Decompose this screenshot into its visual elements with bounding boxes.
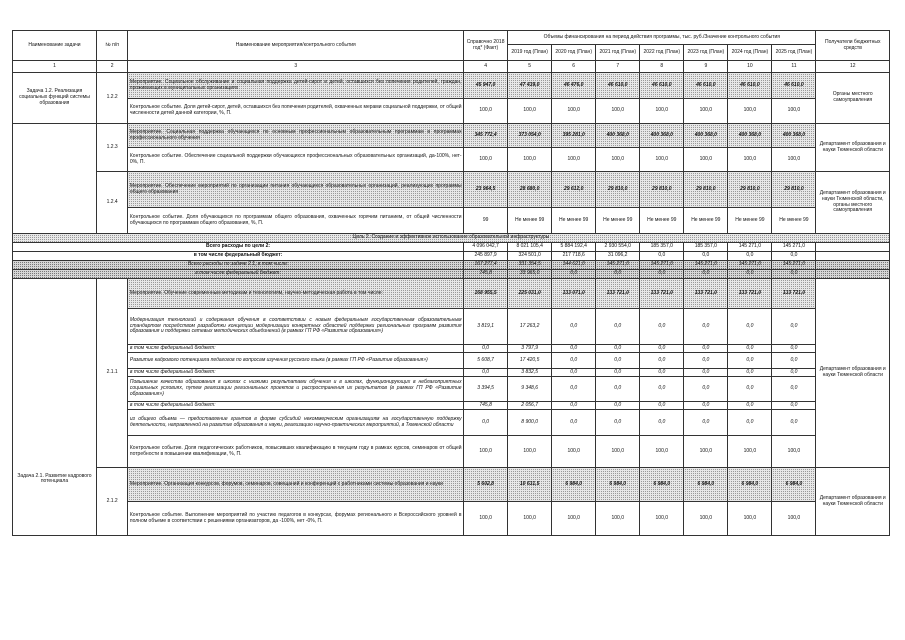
table-row <box>13 124 890 148</box>
event-text: Мероприятие. Обеспечение мероприятий по организации питания обучающихся образовательных организаций, реализующих программы общего образования <box>128 172 464 208</box>
table-row <box>13 148 890 172</box>
value-cell: 145 271,0 <box>772 243 816 252</box>
value-cell: 100,0 <box>684 502 728 536</box>
value-cell: 99 <box>464 208 508 234</box>
value-cell: 0,0 <box>772 345 816 353</box>
task-federal-row <box>13 270 890 279</box>
value-cell: 0,0 <box>772 410 816 436</box>
total-row <box>13 243 890 252</box>
sub-event-text: в том числе федеральный бюджет: <box>128 402 464 410</box>
task-total-row <box>13 261 890 270</box>
table-row <box>13 468 890 502</box>
value-cell: 0,0 <box>640 353 684 369</box>
value-cell: 100,0 <box>596 436 640 468</box>
value-cell: 324 501,0 <box>508 252 552 261</box>
table-row <box>13 369 890 377</box>
value-cell: 0,0 <box>596 410 640 436</box>
table-row <box>13 345 890 353</box>
value-cell: 400 368,0 <box>684 124 728 148</box>
value-cell: 0,0 <box>596 369 640 377</box>
value-cell: 29 810,0 <box>772 172 816 208</box>
goal-title: Цель 2. Создание и эффективное использование образовательной инфраструктуры <box>13 234 890 243</box>
sub-event-text: из общего объема — предоставление грантов в форме субсидий некоммерческим организациям на государственную поддержку деятельности, направленной на развитие образования и науки, реализацию научно-практических мероприятий, в Тюменской области <box>128 410 464 436</box>
value-cell: 0,0 <box>640 309 684 345</box>
value-cell: 133 721,0 <box>772 279 816 309</box>
value-cell: 46 476,0 <box>552 73 596 99</box>
value-cell: 217 718,6 <box>552 252 596 261</box>
value-cell: 0,0 <box>640 377 684 402</box>
value-cell: 0,0 <box>684 377 728 402</box>
value-cell: 0,0 <box>596 402 640 410</box>
control-event-text: Контрольное событие. Выполнение мероприятий по участию педагогов в конкурсах, форумах регионального и Всероссийского уровней в полном объеме в соответствии с решениями организаторов, да -100%, нет -0%, П. <box>128 502 464 536</box>
value-cell: 0,0 <box>772 353 816 369</box>
value-cell: 100,0 <box>464 436 508 468</box>
value-cell: 9 348,6 <box>508 377 552 402</box>
value-cell: 0,0 <box>684 270 728 279</box>
value-cell: 5 884 192,4 <box>552 243 596 252</box>
value-cell: 31 096,2 <box>596 252 640 261</box>
value-cell: 29 810,0 <box>728 172 772 208</box>
value-cell: 0,0 <box>596 309 640 345</box>
value-cell: Не менее 99 <box>772 208 816 234</box>
value-cell: 3 394,5 <box>464 377 508 402</box>
table-row <box>13 353 890 369</box>
value-cell: 0,0 <box>684 345 728 353</box>
value-cell: 3 819,1 <box>464 309 508 345</box>
value-cell: 0,0 <box>552 270 596 279</box>
value-cell: 345 772,4 <box>464 124 508 148</box>
value-cell: 100,0 <box>464 148 508 172</box>
value-cell: 100,0 <box>596 148 640 172</box>
column-number: 9 <box>684 61 728 73</box>
value-cell: 100,0 <box>464 502 508 536</box>
table-row <box>13 208 890 234</box>
value-cell: 100,0 <box>508 502 552 536</box>
value-cell: 373 054,0 <box>508 124 552 148</box>
value-cell: 0,0 <box>728 353 772 369</box>
sub-event-text: Модернизация технологий и содержания обучения в соответствии с новым федеральным государственным образовательным стандартом посредством разработки концепции модернизации конкретных областей поддержки региональных программ развития образования и поддержки сетевых методических объединений (в рамках ГП РФ «Развитие образования») <box>128 309 464 345</box>
value-cell: 46 610,0 <box>596 73 640 99</box>
value-cell: 245 897,9 <box>464 252 508 261</box>
value-cell: 0,0 <box>772 377 816 402</box>
sub-event-text: в том числе федеральный бюджет: <box>128 345 464 353</box>
value-cell: 5 608,7 <box>464 353 508 369</box>
value-cell: 0,0 <box>552 353 596 369</box>
value-cell: 0,0 <box>596 353 640 369</box>
value-cell: 145 271,0 <box>772 261 816 270</box>
value-cell: 100,0 <box>552 436 596 468</box>
value-cell: 0,0 <box>684 410 728 436</box>
value-cell: 400 368,0 <box>596 124 640 148</box>
header-year: 2023 год (План) <box>684 45 728 61</box>
value-cell: Не менее 99 <box>640 208 684 234</box>
value-cell: 0,0 <box>772 270 816 279</box>
value-cell: 0,0 <box>684 353 728 369</box>
value-cell: 0,0 <box>640 345 684 353</box>
value-cell: 0,0 <box>772 369 816 377</box>
value-cell: 0,0 <box>464 369 508 377</box>
table-row <box>13 99 890 124</box>
recipient: Департамент образования и науки Тюменской области <box>816 124 890 172</box>
value-cell: 0,0 <box>728 369 772 377</box>
task-name-spacer <box>13 124 97 234</box>
item-number: 1.2.3 <box>96 124 127 172</box>
value-cell: 185 357,0 <box>684 243 728 252</box>
table-row <box>13 402 890 410</box>
value-cell: 0,0 <box>728 309 772 345</box>
value-cell: 0,0 <box>684 402 728 410</box>
value-cell: 100,0 <box>464 99 508 124</box>
value-cell: 0,0 <box>728 377 772 402</box>
value-cell: 0,0 <box>684 309 728 345</box>
table-row <box>13 410 890 436</box>
value-cell: 100,0 <box>640 436 684 468</box>
program-funding-table <box>12 30 890 536</box>
value-cell: 100,0 <box>508 99 552 124</box>
table-row <box>13 309 890 345</box>
value-cell: 100,0 <box>640 148 684 172</box>
value-cell: Не менее 99 <box>596 208 640 234</box>
value-cell: 145 271,0 <box>728 243 772 252</box>
value-cell: 47 439,0 <box>508 73 552 99</box>
header-event: Наименование мероприятия/контрольного события <box>128 31 464 61</box>
header-year: 2024 год (План) <box>728 45 772 61</box>
control-event-text: Контрольное событие. Доля педагогических работников, повысивших квалификацию в текущем году в рамках курсов, семинаров от общей потребности в повышении квалификации, %, П. <box>128 436 464 468</box>
value-cell: Не менее 99 <box>552 208 596 234</box>
table-row <box>13 502 890 536</box>
value-cell: 33 965,0 <box>508 270 552 279</box>
value-cell: 225 031,0 <box>508 279 552 309</box>
value-cell: 46 610,0 <box>728 73 772 99</box>
value-cell: 0,0 <box>640 270 684 279</box>
recipient: Департамент образования и науки Тюменской области <box>816 468 890 536</box>
value-cell: 0,0 <box>552 402 596 410</box>
value-cell: 0,0 <box>728 345 772 353</box>
value-cell: 3 832,5 <box>508 369 552 377</box>
header-row-1 <box>13 31 890 45</box>
value-cell: 0,0 <box>684 369 728 377</box>
value-cell: 100,0 <box>772 502 816 536</box>
control-event-text: Контрольное событие. Доля обучающихся по программам общего образования, охваченных горячим питанием, от общей численности обучающихся по программам общего образования, %, П. <box>128 208 464 234</box>
event-text: Мероприятие. Обучение современным методикам и технологиям, научно-методическая работа в том числе: <box>128 279 464 309</box>
budget-table-sheet <box>12 30 890 536</box>
value-cell: 23 964,5 <box>464 172 508 208</box>
value-cell: 100,0 <box>772 436 816 468</box>
control-event-text: Контрольное событие. Обеспечение социальной поддержки обучающихся профессиональных образовательных организаций, да-100%, нет- 0%, П. <box>128 148 464 172</box>
value-cell: 2 930 554,0 <box>596 243 640 252</box>
value-cell: 100,0 <box>728 502 772 536</box>
value-cell: 100,0 <box>552 148 596 172</box>
value-cell: 8 900,0 <box>508 410 552 436</box>
header-recipients: Получатели бюджетных средств <box>816 31 890 61</box>
header-task: Наименование задачи <box>13 31 97 61</box>
value-cell: 133 721,0 <box>728 279 772 309</box>
table-row <box>13 377 890 402</box>
table-row <box>13 172 890 208</box>
value-cell: 400 368,0 <box>640 124 684 148</box>
column-number: 5 <box>508 61 552 73</box>
value-cell: 6 984,0 <box>596 468 640 502</box>
header-year: 2020 год (План) <box>552 45 596 61</box>
value-cell: 745,8 <box>464 270 508 279</box>
value-cell: 100,0 <box>728 99 772 124</box>
value-cell: 28 680,0 <box>508 172 552 208</box>
total-label: Всего расходы по цели 2: <box>13 243 464 252</box>
value-cell: 0,0 <box>552 369 596 377</box>
event-text: Мероприятие. Организация конкурсов, форумов, семинаров, совещаний и конференций с работниками системы образования и науки <box>128 468 464 502</box>
value-cell: 45 947,0 <box>464 73 508 99</box>
value-cell: 2 056,7 <box>508 402 552 410</box>
task-total-label: Всего расходы по задаче 2.1, в том числе: <box>13 261 464 270</box>
event-text: Мероприятие. Социальная поддержка обучающихся по основным профессиональным образовательным программам в программах профессионального обучения <box>128 124 464 148</box>
value-cell: 46 610,0 <box>640 73 684 99</box>
value-cell: 100,0 <box>684 436 728 468</box>
column-number: 10 <box>728 61 772 73</box>
value-cell: 100,0 <box>640 502 684 536</box>
value-cell: 100,0 <box>508 148 552 172</box>
value-cell: 0,0 <box>728 402 772 410</box>
value-cell: 100,0 <box>772 148 816 172</box>
control-event-text: Контрольное событие. Доля детей-сирот, детей, оставшихся без попечения родителей, охваченных мерами социальной поддержки, от общей численности детей данной категории, %, П. <box>128 99 464 124</box>
value-cell: 100,0 <box>684 99 728 124</box>
goal-row <box>13 234 890 243</box>
value-cell: 0,0 <box>596 270 640 279</box>
value-cell: 0,0 <box>596 345 640 353</box>
value-cell: 400 368,0 <box>728 124 772 148</box>
value-cell: 0,0 <box>552 309 596 345</box>
value-cell: 0,0 <box>640 252 684 261</box>
value-cell: 6 984,0 <box>552 468 596 502</box>
value-cell: 100,0 <box>552 99 596 124</box>
task-name: Задача 1.2. Реализация социальных функций системы образования <box>13 73 97 124</box>
task-name: Задача 2.1. Развитие кадрового потенциала <box>13 279 97 536</box>
value-cell: 133 721,0 <box>684 279 728 309</box>
header-column-numbers <box>13 61 890 73</box>
value-cell: 331 354,5 <box>508 261 552 270</box>
value-cell: 8 021 105,4 <box>508 243 552 252</box>
value-cell: 100,0 <box>596 502 640 536</box>
value-cell: 17 420,5 <box>508 353 552 369</box>
value-cell: 133 721,0 <box>596 279 640 309</box>
table-row <box>13 436 890 468</box>
value-cell: 0,0 <box>728 270 772 279</box>
value-cell: 133 721,0 <box>640 279 684 309</box>
column-number: 7 <box>596 61 640 73</box>
header-year: 2021 год (План) <box>596 45 640 61</box>
column-number: 8 <box>640 61 684 73</box>
value-cell: 29 612,0 <box>552 172 596 208</box>
value-cell: 145 271,0 <box>640 261 684 270</box>
value-cell: Не менее 99 <box>728 208 772 234</box>
task-federal-label: в том числе федеральный бюджет: <box>13 270 464 279</box>
value-cell: 6 984,0 <box>728 468 772 502</box>
value-cell: 0,0 <box>640 410 684 436</box>
value-cell: 0,0 <box>552 377 596 402</box>
recipient: Органы местного самоуправления <box>816 73 890 124</box>
sub-event-text: Развитие кадрового потенциала педагогов по вопросам изучения русского языка (в рамках ГП РФ «Развитие образования») <box>128 353 464 369</box>
value-cell: 145 271,0 <box>728 261 772 270</box>
column-number: 4 <box>464 61 508 73</box>
value-cell: Не менее 99 <box>508 208 552 234</box>
value-cell: 185 357,0 <box>640 243 684 252</box>
value-cell: 0,0 <box>640 369 684 377</box>
header-ref-2018: Справочно 2018 год* (Факт) <box>464 31 508 61</box>
item-number: 1.2.4 <box>96 172 127 234</box>
value-cell: 29 810,0 <box>640 172 684 208</box>
value-cell: 145 271,0 <box>596 261 640 270</box>
header-year: 2025 год (План) <box>772 45 816 61</box>
value-cell: 46 610,0 <box>772 73 816 99</box>
value-cell: 100,0 <box>640 99 684 124</box>
value-cell: 400 368,0 <box>772 124 816 148</box>
column-number: 3 <box>128 61 464 73</box>
item-number: 2.1.1 <box>96 279 127 468</box>
value-cell: 0,0 <box>684 252 728 261</box>
value-cell: 10 631,5 <box>508 468 552 502</box>
recipient: Департамент образования и науки Тюменской области, органы местного самоуправления <box>816 172 890 234</box>
value-cell: 3 797,9 <box>508 345 552 353</box>
sub-event-text: в том числе федеральный бюджет: <box>128 369 464 377</box>
table-row <box>13 279 890 309</box>
federal-label: в том числе федеральный бюджет: <box>13 252 464 261</box>
value-cell: 100,0 <box>772 99 816 124</box>
column-number: 12 <box>816 61 890 73</box>
value-cell: 6 984,0 <box>684 468 728 502</box>
federal-row <box>13 252 890 261</box>
value-cell: 168 955,5 <box>464 279 508 309</box>
value-cell: 17 263,2 <box>508 309 552 345</box>
value-cell: 0,0 <box>728 252 772 261</box>
column-number: 6 <box>552 61 596 73</box>
value-cell: 100,0 <box>552 502 596 536</box>
value-cell: 100,0 <box>728 436 772 468</box>
value-cell: 5 602,8 <box>464 468 508 502</box>
value-cell: 6 984,0 <box>772 468 816 502</box>
value-cell: Не менее 99 <box>684 208 728 234</box>
value-cell: 145 271,0 <box>684 261 728 270</box>
header-year: 2019 год (План) <box>508 45 552 61</box>
header-num: № п/п <box>96 31 127 61</box>
value-cell: 0,0 <box>552 345 596 353</box>
column-number: 1 <box>13 61 97 73</box>
value-cell: 0,0 <box>772 402 816 410</box>
value-cell: 100,0 <box>684 148 728 172</box>
value-cell: 0,0 <box>596 377 640 402</box>
value-cell: 46 610,0 <box>684 73 728 99</box>
item-number: 1.2.2 <box>96 73 127 124</box>
column-number: 11 <box>772 61 816 73</box>
header-year: 2022 год (План) <box>640 45 684 61</box>
value-cell: 29 810,0 <box>684 172 728 208</box>
value-cell: 745,8 <box>464 402 508 410</box>
value-cell: 0,0 <box>552 410 596 436</box>
value-cell: 0,0 <box>464 410 508 436</box>
value-cell: 100,0 <box>596 99 640 124</box>
value-cell: 4 096 042,7 <box>464 243 508 252</box>
value-cell: 29 810,0 <box>596 172 640 208</box>
recipient: Департамент образования и науки Тюменской области <box>816 279 890 468</box>
value-cell: 144 621,0 <box>552 261 596 270</box>
value-cell: 133 071,0 <box>552 279 596 309</box>
value-cell: 0,0 <box>728 410 772 436</box>
item-number: 2.1.2 <box>96 468 127 536</box>
value-cell: 167 277,4 <box>464 261 508 270</box>
table-row <box>13 73 890 99</box>
sub-event-text: Повышение качества образования в школах с низкими результатами обучения и в школах, функционирующих в неблагоприятных социальных условиях, путем реализации региональных проектов и распространения их результатов (в рамках ГП РФ «Развитие образования») <box>128 377 464 402</box>
value-cell: 0,0 <box>640 402 684 410</box>
value-cell: 6 984,0 <box>640 468 684 502</box>
event-text: Мероприятие. Социальное обслуживание и социальная поддержка детей-сирот и детей, оставшихся без попечения родителей, граждан, проживающих в муниципальных организациях <box>128 73 464 99</box>
value-cell: 100,0 <box>508 436 552 468</box>
value-cell: 395 281,0 <box>552 124 596 148</box>
value-cell: 100,0 <box>728 148 772 172</box>
value-cell: 0,0 <box>772 252 816 261</box>
column-number: 2 <box>96 61 127 73</box>
value-cell: 0,0 <box>464 345 508 353</box>
value-cell: 0,0 <box>772 309 816 345</box>
header-funding: Объемы финансирования на период действия программы, тыс. руб./Значение контрольного события <box>508 31 816 45</box>
